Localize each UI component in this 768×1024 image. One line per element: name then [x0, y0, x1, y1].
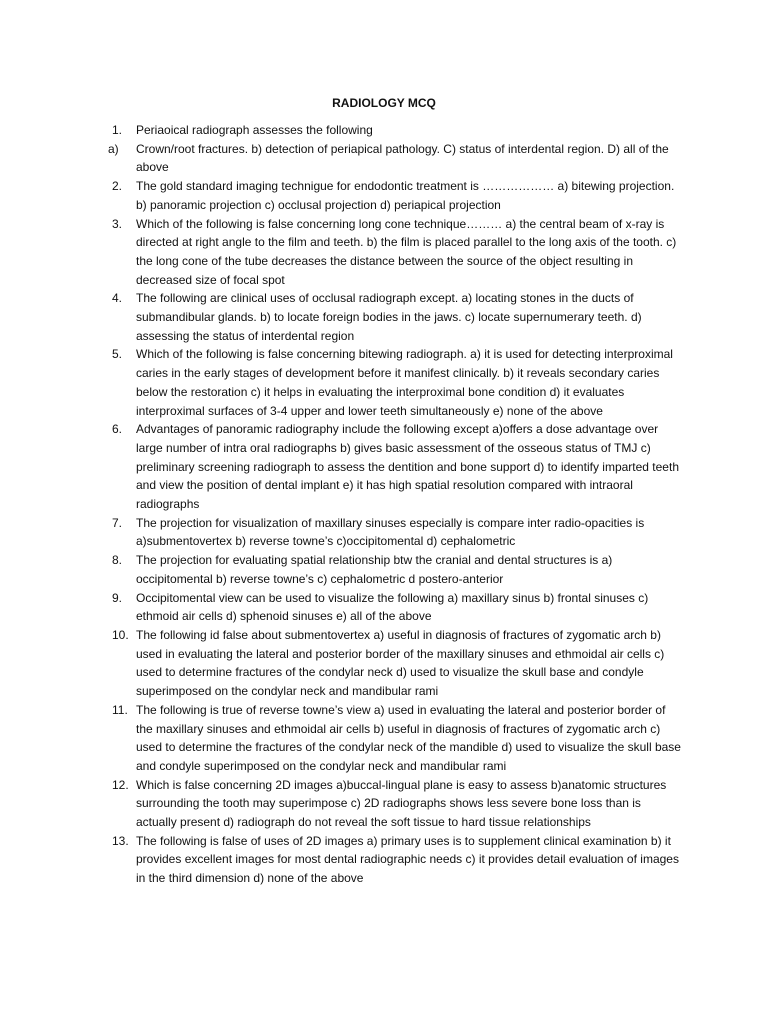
list-item [112, 345, 684, 420]
item-text: The gold standard imaging technigue for endodontic treatment is ……………… a) bitewing projection. b) panoramic projection c) occlusal projection d) periapical projection [136, 179, 675, 212]
list-item [112, 776, 684, 832]
list-item [112, 514, 684, 551]
list-item [112, 832, 684, 888]
item-number: 5. [112, 347, 123, 362]
list-item [112, 701, 684, 776]
item-number: 3. [112, 216, 123, 231]
item-number: 11. [112, 702, 128, 717]
item-number: 12. [112, 777, 129, 792]
page-title: RADIOLOGY MCQ [332, 96, 436, 110]
item-text: The projection for visualization of maxillary sinuses especially is compare inter radio-opacities is a)submentovertex b) reverse towne’s c)occipitomental d) cephalometric [136, 515, 645, 549]
list-item [112, 289, 684, 345]
item-number: 6. [112, 422, 123, 437]
item-number: a) [108, 141, 119, 156]
item-text: The following id false about submentovertex a) useful in diagnosis of fractures of zygomatic arch b) used in evaluating the lateral and posterior border of the maxillary sinuses and ethmoidal air cells c) used to determine fractures of the condylar neck d) used to visualize the skull base and condyle superimposed on the condylar neck and mandibular rami [136, 627, 665, 699]
item-text: Which of the following is false concerning bitewing radiograph. a) it is used for detecting interproximal caries in the early stages of development before it manifest clinically. b) it reveals secondary caries below the restoration c) it helps in evaluating the interproximal bone condition d) it evaluates interproximal surfaces of 3-4 upper and lower teeth simultaneously e) none of the above [136, 347, 673, 418]
item-text: Which is false concerning 2D images a)buccal-lingual plane is easy to assess b)anatomic structures surrounding the tooth may superimpose c) 2D radiographs shows less severe bone loss than is actually present d) radiograph do not reveal the soft tissue to hard tissue relationships [136, 777, 667, 830]
item-text: The following are clinical uses of occlusal radiograph except. a) locating stones in the ducts of submandibular glands. b) to locate foreign bodies in the jaws. c) locate supernumerary teeth. d) assessing the status of interdental region [136, 291, 642, 343]
item-number: 13. [112, 833, 129, 848]
item-text: Crown/root fractures. b) detection of periapical pathology. C) status of interdental region. D) all of the above [136, 141, 669, 175]
list-item [112, 121, 684, 140]
item-text: The projection for evaluating spatial relationship btw the cranial and dental structures is a) occipitomental b) reverse towne’s c) cephalometric d postero-anterior [136, 553, 613, 586]
list-item [112, 551, 684, 588]
list-item [112, 177, 684, 214]
item-text: Occipitomental view can be used to visualize the following a) maxillary sinus b) frontal sinuses c) ethmoid air cells d) sphenoid sinuses e) all of the above [136, 590, 649, 624]
item-text: Which of the following is false concerning long cone technique……… a) the central beam of x-ray is directed at right angle to the film and teeth. b) the film is placed parallel to the long axis of the tooth. c) the long cone of the tube decreases the distance between the source of the object resulting in decreased size of focal spot [136, 216, 677, 287]
item-number: 2. [112, 179, 123, 194]
item-number: 1. [112, 123, 123, 137]
item-text: Periaoical radiograph assesses the following [136, 123, 373, 137]
item-text: The following is true of reverse towne’s view a) used in evaluating the lateral and posterior border of the maxillary sinuses and ethmoidal air cells b) useful in diagnosis of fractures of zygomatic arch c) used to determine the fractures of the condylar neck of the mandible d) used to visualize the skull base and condyle superimposed on the condylar neck and mandibular rami [136, 702, 681, 773]
item-number: 8. [112, 553, 123, 568]
item-text: Advantages of panoramic radiography include the following except a)offers a dose advantage over large number of intra oral radiographs b) gives basic assessment of the osseous status of TMJ c) preliminary screening radiograph to assess the dentition and bone support d) to identify imparted teeth and view the position of dental implant e) it has high spatial resolution compared with intraoral radiographs [136, 422, 679, 512]
item-number: 10. [112, 627, 129, 642]
item-text: The following is false of uses of 2D images a) primary uses is to supplement clinical examination b) it provides excellent images for most dental radiographic needs c) it provides detail evaluation of images in the third dimension d) none of the above [136, 833, 679, 886]
item-number: 7. [112, 515, 123, 530]
list-item [112, 420, 684, 514]
list-item [108, 140, 684, 177]
list-item [112, 589, 684, 626]
item-number: 9. [112, 590, 123, 605]
item-number: 4. [112, 291, 123, 306]
list-item [112, 626, 684, 701]
list-item [112, 215, 684, 290]
question-list [108, 121, 684, 888]
